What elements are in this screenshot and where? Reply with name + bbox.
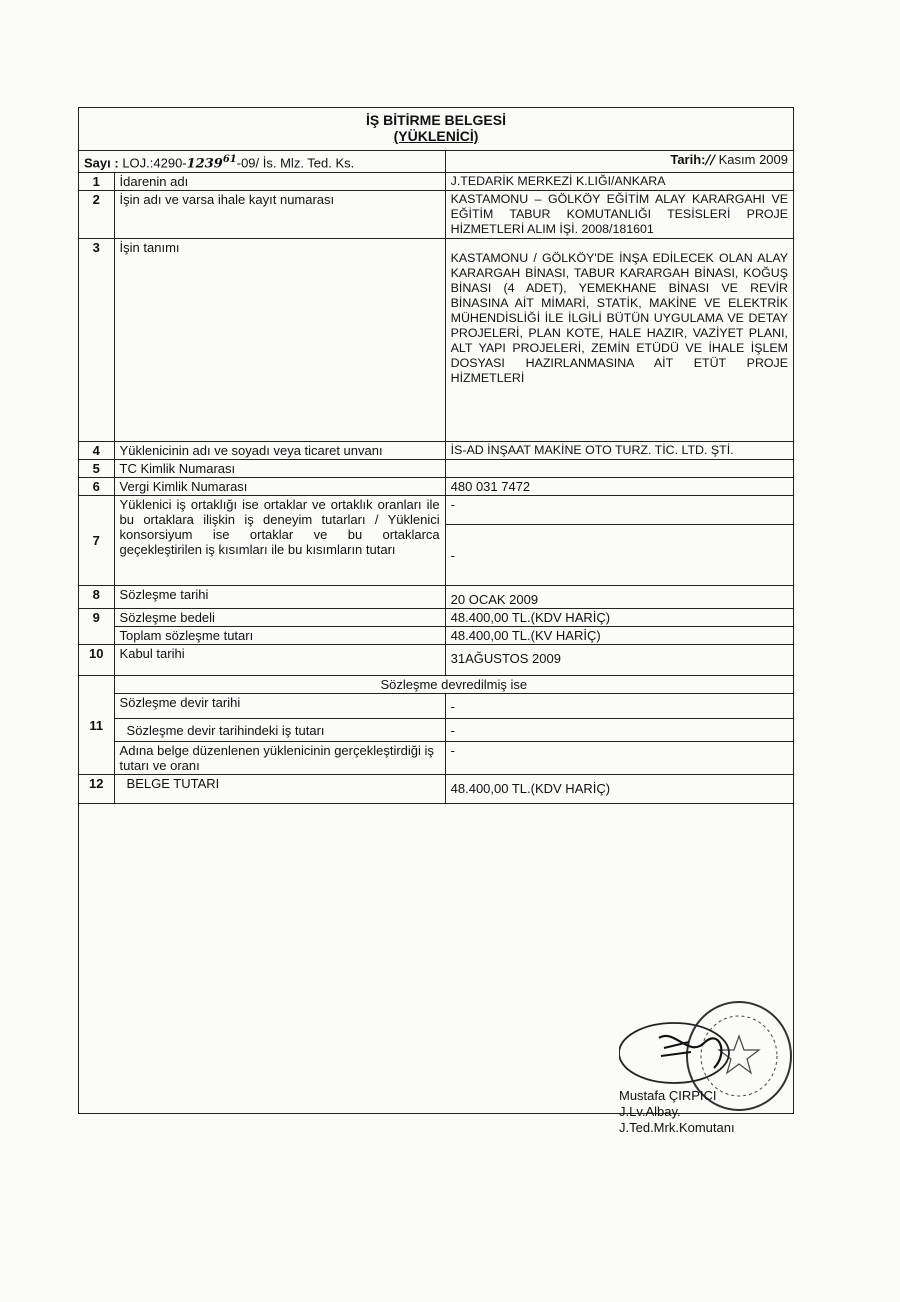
row-value: 20 OCAK 2009 (445, 586, 793, 609)
document-subtitle: (YÜKLENİCİ) (393, 128, 479, 144)
row-number: 2 (79, 191, 115, 239)
row-heading: Sözleşme devredilmiş ise (114, 676, 793, 694)
row-label: Adına belge düzenlenen yüklenicinin gerçekleştirdiği iş tutarı ve oranı (114, 742, 445, 775)
row-value: KASTAMONU / GÖLKÖY'DE İNŞA EDİLECEK OLAN ALAY KARARGAH BİNASI, TABUR KARARGAH BİNASI, KOĞUŞ BİNASI (4 ADET), YEMEKHANE BİNASI VE REVİR BİNASINA AİT MİMARİ, STATİK, MAKİNE VE ELEKTRİK MÜHENDİSLİĞİ İLE İLGİLİ BÜTÜN UYGULAMA VE DETAY PROJELERİ, PLAN KOTE, HALE HAZIR, VAZİYET PLANI, ALT YAPI PROJELERİ, ZEMİN ETÜDÜ VE İHALE İŞLEM DOSYASI HAZIRLANMASINA AİT ETÜT PROJE HİZMETLERİ (445, 239, 793, 442)
signatory-name: Mustafa ÇIRPICI (619, 1088, 717, 1103)
row-label: BELGE TUTARI (114, 775, 445, 804)
row-label: Vergi Kimlik Numarası (114, 478, 445, 496)
signatory-title: J.Ted.Mrk.Komutanı (619, 1120, 735, 1135)
date-handwritten: // (705, 153, 715, 168)
row-label: Kabul tarihi (114, 645, 445, 676)
row-11c (79, 742, 794, 775)
row-number: 7 (79, 496, 115, 586)
row-number: 5 (79, 460, 115, 478)
row-number: 12 (79, 775, 115, 804)
row-label: İşin tanımı (114, 239, 445, 442)
sayi-label: Sayı : (84, 155, 119, 171)
date-cell (445, 151, 793, 173)
row-2 (79, 191, 794, 239)
row-number: 1 (79, 173, 115, 191)
row-7a (79, 496, 794, 525)
row-value: - (445, 496, 793, 525)
row-11b (79, 719, 794, 742)
row-9b (79, 627, 794, 645)
row-value: 31AĞUSTOS 2009 (445, 645, 793, 676)
row-9 (79, 609, 794, 627)
date-label: Tarih: (670, 152, 706, 167)
row-value: 48.400,00 TL.(KDV HARİÇ) (445, 609, 793, 627)
row-value: J.TEDARİK MERKEZİ K.LIĞI/ANKARA (445, 173, 793, 191)
signature-block (619, 1088, 735, 1136)
row-value: - (445, 719, 793, 742)
row-number: 4 (79, 442, 115, 460)
row-value: - (445, 742, 793, 775)
row-number: 9 (79, 609, 115, 645)
row-number: 8 (79, 586, 115, 609)
row-8 (79, 586, 794, 609)
row-3 (79, 239, 794, 442)
row-label: TC Kimlik Numarası (114, 460, 445, 478)
row-label: İdarenin adı (114, 173, 445, 191)
row-number: 10 (79, 645, 115, 676)
row-number: 3 (79, 239, 115, 442)
row-11a (79, 694, 794, 719)
row-label: İşin adı ve varsa ihale kayıt numarası (114, 191, 445, 239)
certificate-table (78, 150, 794, 804)
row-5 (79, 460, 794, 478)
signature-area (79, 938, 793, 1135)
sayi-suffix: -09/ İs. Mlz. Ted. Ks. (236, 155, 355, 171)
row-4 (79, 442, 794, 460)
date-value: Kasım 2009 (718, 152, 788, 167)
row-value: İS-AD İNŞAAT MAKİNE OTO TURZ. TİC. LTD. ŞTİ. (445, 442, 793, 460)
row-1 (79, 173, 794, 191)
sayi-prefix: LOJ.:4290- (122, 155, 187, 171)
row-value: 48.400,00 TL.(KDV HARİÇ) (445, 775, 793, 804)
row-value: KASTAMONU – GÖLKÖY EĞİTİM ALAY KARARGAHI VE EĞİTİM TABUR KOMUTANLIĞI TESİSLERİ PROJE HİZMETLERİ ALIM İŞİ. 2008/181601 (445, 191, 793, 239)
row-number: 11 (79, 676, 115, 775)
row-10 (79, 645, 794, 676)
row-12 (79, 775, 794, 804)
row-value: 480 031 7472 (445, 478, 793, 496)
row-label: Sözleşme bedeli (114, 609, 445, 627)
row-11-heading (79, 676, 794, 694)
row-value: - (445, 525, 793, 586)
row-label: Toplam sözleşme tutarı (114, 627, 445, 645)
row-label: Yüklenicinin adı ve soyadı veya ticaret unvanı (114, 442, 445, 460)
reference-row (79, 151, 794, 173)
sayi-handwritten-super: 61 (222, 154, 237, 165)
row-label: Sözleşme tarihi (114, 586, 445, 609)
row-value (445, 460, 793, 478)
row-number: 6 (79, 478, 115, 496)
sayi-handwritten: 1239 (186, 156, 223, 172)
row-6 (79, 478, 794, 496)
document-title: İŞ BİTİRME BELGESİ (365, 112, 506, 128)
row-value: 48.400,00 TL.(KV HARİÇ) (445, 627, 793, 645)
document-title-block (79, 108, 793, 144)
document-frame (78, 107, 794, 1135)
row-label: Yüklenici iş ortaklığı ise ortaklar ve ortaklık oranları ile bu ortaklara ilişkin iş deneyim tutarları / Yüklenici konsorsiyum ise ortaklar ve bu ortaklarca geçekleştirilen iş kısımları ile bu kısımların tutarı (114, 496, 445, 586)
row-label: Sözleşme devir tarihi (114, 694, 445, 719)
row-label: Sözleşme devir tarihindeki iş tutarı (114, 719, 445, 742)
row-value: - (445, 694, 793, 719)
signatory-rank: J.Lv.Albay. (619, 1104, 681, 1119)
reference-number (79, 151, 446, 173)
